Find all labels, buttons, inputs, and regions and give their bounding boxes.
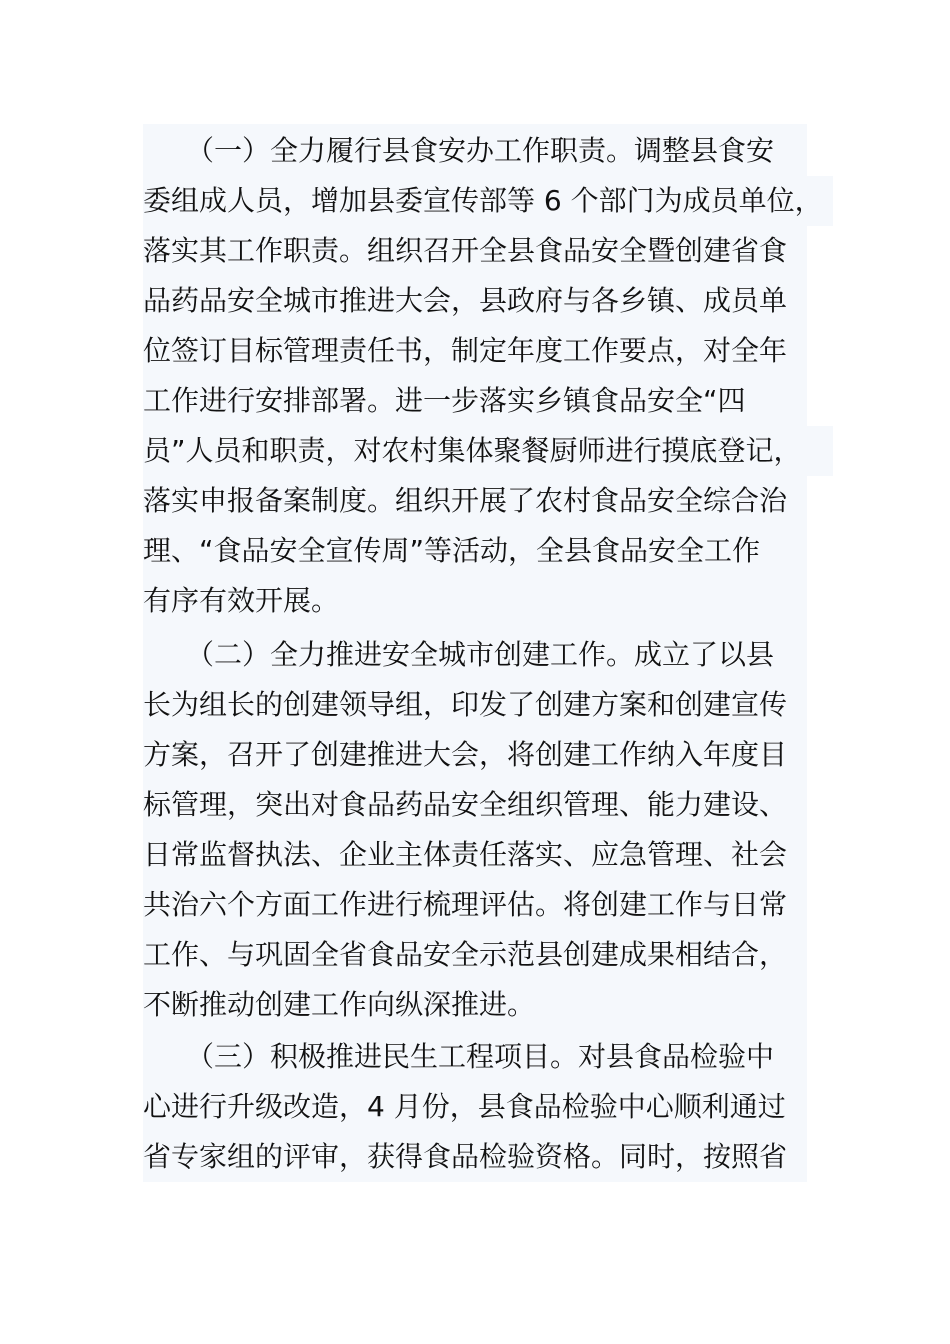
paragraph-3-line-1: （三）积极推进民生工程项目。对县食品检验中 (143, 1032, 774, 1082)
paragraph-2-line-8: 不断推动创建工作向纵深推进。 (143, 980, 535, 1030)
paragraph-1-line-5: 位签订目标管理责任书，制定年度工作要点，对全年 (143, 326, 787, 376)
paragraph-1-line-8: 落实申报备案制度。组织开展了农村食品安全综合治 (143, 476, 787, 526)
paragraph-1-line-1: （一）全力履行县食安办工作职责。调整县食安 (143, 126, 774, 176)
paragraph-1-line-9: 理、“食品安全宣传周”等活动，全县食品安全工作 (143, 526, 760, 576)
paragraph-1-line-4: 品药品安全城市推进大会，县政府与各乡镇、成员单 (143, 276, 787, 326)
paragraph-2-line-7: 工作、与巩固全省食品安全示范县创建成果相结合， (143, 930, 787, 980)
body-text (143, 124, 823, 1182)
paragraph-1-line-10: 有序有效开展。 (143, 576, 339, 626)
paragraph-2-line-4: 标管理，突出对食品药品安全组织管理、能力建设、 (143, 780, 787, 830)
paragraph-3-line-2: 心进行升级改造，4 月份，县食品检验中心顺利通过 (143, 1082, 786, 1132)
paragraph-2-line-1: （二）全力推进安全城市创建工作。成立了以县 (143, 630, 774, 680)
paragraph-1-line-7: 员”人员和职责，对农村集体聚餐厨师进行摸底登记， (143, 426, 833, 476)
paragraph-3-line-3: 省专家组的评审，获得食品检验资格。同时，按照省 (143, 1132, 787, 1182)
paragraph-2-line-6: 共治六个方面工作进行梳理评估。将创建工作与日常 (143, 880, 787, 930)
paragraph-1-line-2: 委组成人员，增加县委宣传部等 6 个部门为成员单位， (143, 176, 833, 226)
paragraph-2-line-3: 方案，召开了创建推进大会，将创建工作纳入年度目 (143, 730, 787, 780)
paragraph-1-line-6: 工作进行安排部署。进一步落实乡镇食品安全“四 (143, 376, 746, 426)
paragraph-1-line-3: 落实其工作职责。组织召开全县食品安全暨创建省食 (143, 226, 787, 276)
paragraph-2-line-5: 日常监督执法、企业主体责任落实、应急管理、社会 (143, 830, 787, 880)
paragraph-2-line-2: 长为组长的创建领导组，印发了创建方案和创建宣传 (143, 680, 787, 730)
